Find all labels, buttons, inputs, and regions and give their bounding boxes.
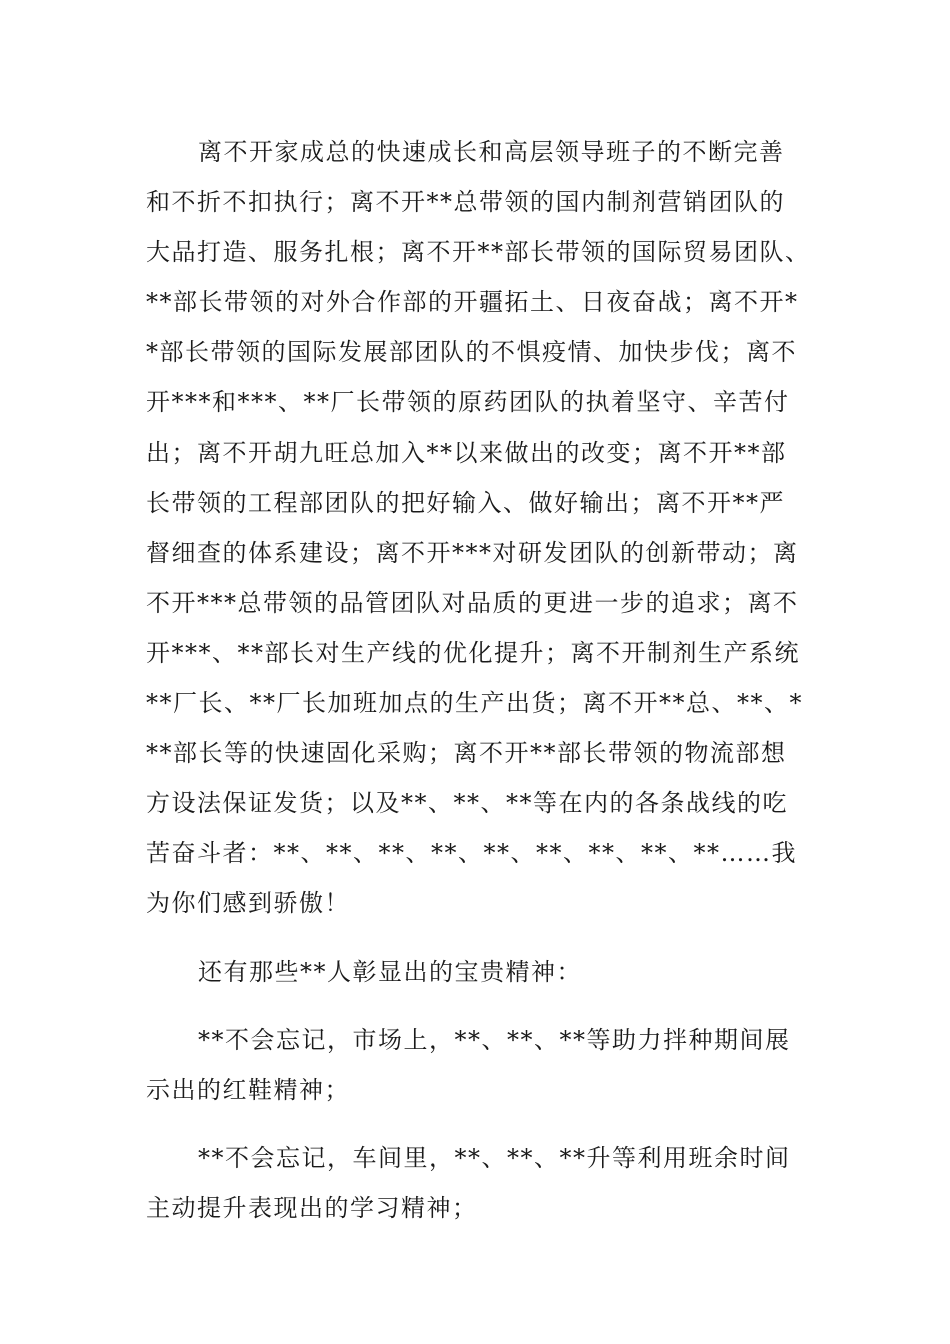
text-line: 方设法保证发货；以及**、**、**等在内的各条战线的吃 xyxy=(146,789,788,818)
paragraph-red-shoes-spirit xyxy=(146,1015,806,1115)
text-line: 开***和***、**厂长带领的原药团队的执着坚守、辛苦付 xyxy=(146,388,790,417)
text-line: 示出的红鞋精神； xyxy=(146,1075,350,1104)
text-line: **部长带领的对外合作部的开疆拓土、日夜奋战；离不开* xyxy=(146,288,799,317)
text-line: 和不折不扣执行；离不开**总带领的国内制剂营销团队的 xyxy=(146,188,785,217)
text-line: 离不开家成总的快速成长和高层领导班子的不断完善 xyxy=(198,138,785,166)
text-line: 不开***总带领的品管团队对品质的更进一步的追求；离不 xyxy=(146,588,799,617)
text-line: 为你们感到骄傲！ xyxy=(146,889,350,918)
paragraph-learning-spirit xyxy=(146,1133,806,1233)
text-line: 大品打造、服务扎根；离不开**部长带领的国际贸易团队、 xyxy=(146,238,811,267)
text-line: 开***、**部长对生产线的优化提升；离不开制剂生产系统 xyxy=(146,638,800,667)
text-line: 督细查的体系建设；离不开***对研发团队的创新带动；离 xyxy=(146,538,799,567)
text-line: 长带领的工程部团队的把好输入、做好输出；离不开**严 xyxy=(146,488,785,517)
text-line: **不会忘记，车间里，**、**、**升等利用班余时间 xyxy=(198,1143,791,1172)
text-line: 苦奋斗者：**、**、**、**、**、**、**、**、**……我 xyxy=(146,839,797,868)
text-line: **厂长、**厂长加班加点的生产出货；离不开**总、**、* xyxy=(146,689,803,718)
text-line: *部长带领的国际发展部团队的不惧疫情、加快步伐；离不 xyxy=(146,338,797,367)
text-line: **不会忘记，市场上，**、**、**等助力拌种期间展 xyxy=(198,1025,791,1054)
paragraph-spirit-intro xyxy=(146,947,806,997)
document-page xyxy=(146,127,811,1233)
text-line: 主动提升表现出的学习精神； xyxy=(146,1193,478,1222)
paragraph-gratitude xyxy=(146,127,811,929)
text-line: 出；离不开胡九旺总加入**以来做出的改变；离不开**部 xyxy=(146,438,787,467)
text-line: 还有那些**人彰显出的宝贵精神： xyxy=(198,957,582,986)
text-line: **部长等的快速固化采购；离不开**部长带领的物流部想 xyxy=(146,739,787,768)
